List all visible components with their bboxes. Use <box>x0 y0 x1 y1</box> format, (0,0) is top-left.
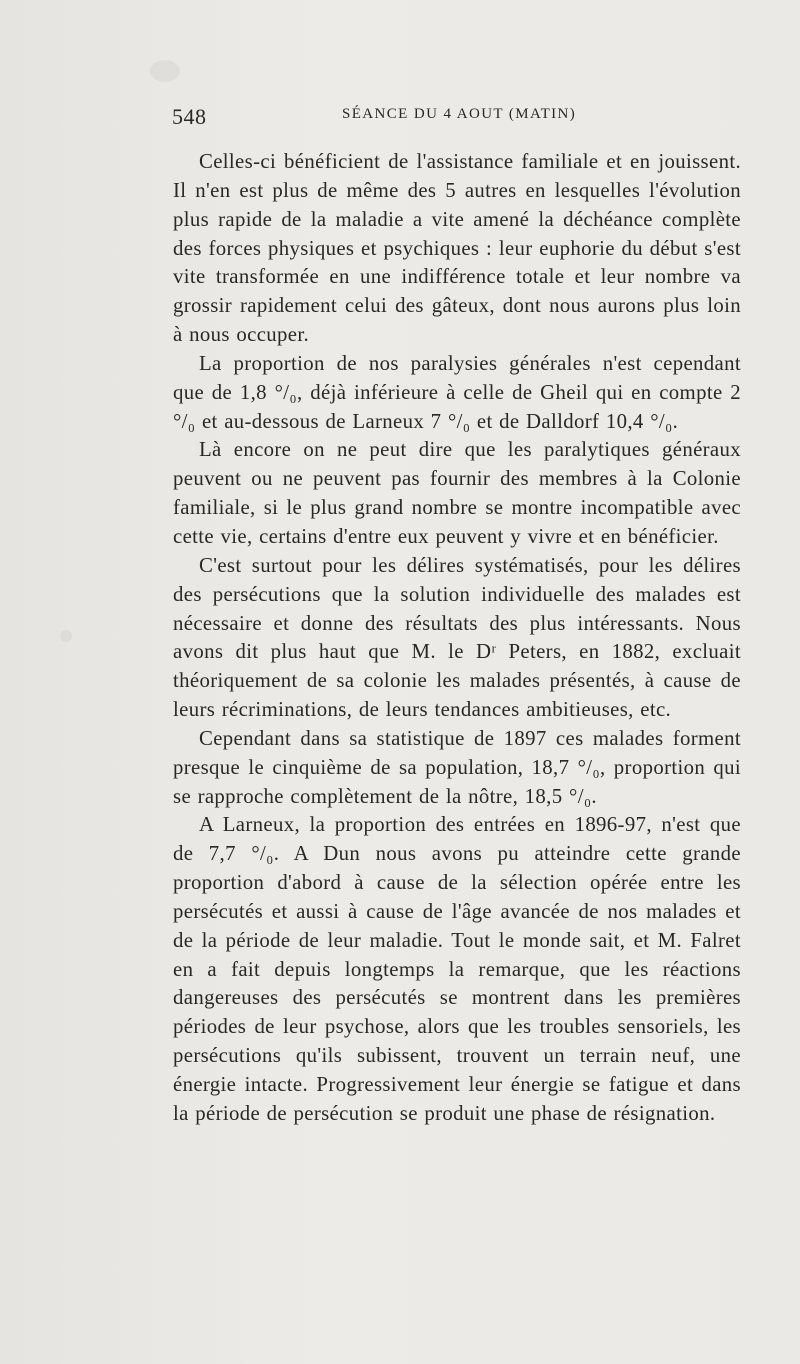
paper-stain <box>60 630 72 642</box>
paragraph: C'est surtout pour les délires systématisés, pour les délires des persécutions que la solution individuelle des malades est nécessaire et donne des résultats des plus intéressants. Nous avons dit plus haut que M. le Dʳ Peters, en 1882, excluait théoriquement de sa colonie les malades présentés, à cause de leurs récriminations, de leurs tendances ambitieuses, etc. <box>173 553 741 722</box>
page-header <box>172 104 740 134</box>
page-number: 548 <box>172 104 207 129</box>
paragraph: La proportion de nos paralysies générales n'est cependant que de 1,8 °/₀, déjà inférieure à celle de Gheil qui en compte 2 °/₀ et au-dessous de Larneux 7 °/₀ et de Dalldorf 10,4 °/₀. <box>173 351 741 433</box>
paper-stain <box>150 60 180 82</box>
paragraph: Celles-ci bénéficient de l'assistance familiale et en jouissent. Il n'en est plus de même des 5 autres en lesquelles l'évolution plus rapide de la maladie a vite amené la déchéance complète des forces physiques et psychiques : leur euphorie du début s'est vite transformée en une indifférence totale et leur nombre va grossir rapidement celui des gâteux, dont nous aurons plus loin à nous occuper. <box>173 150 741 347</box>
paragraph: A Larneux, la proportion des entrées en 1896-97, n'est que de 7,7 °/₀. A Dun nous avons pu atteindre cette grande proportion d'abord à cause de la sélection opérée entre les persécutés et aussi à cause de l'âge avancée de nos malades et de la période de leur maladie. Tout le monde sait, et M. Falret en a fait depuis longtemps la remarque, que les réactions dangereuses des persécutés se montrent dans les premières périodes de leur psychose, alors que les troubles sensoriels, les persécutions qu'ils subissent, trouvent un terrain neuf, une énergie intacte. Progressivement leur énergie se fatigue et dans la période de persécution se produit une phase de résignation. <box>173 813 741 1125</box>
body-text <box>173 148 741 1129</box>
paragraph: Là encore on ne peut dire que les paralytiques généraux peuvent ou ne peuvent pas fournir des membres à la Colonie familiale, si le plus grand nombre se montre incompatible avec cette vie, certains d'entre eux peuvent y vivre et en bénéficier. <box>173 438 741 548</box>
running-head: SÉANCE DU 4 AOUT (MATIN) <box>342 106 577 122</box>
paragraph: Cependant dans sa statistique de 1897 ces malades forment presque le cinquième de sa population, 18,7 °/₀, proportion qui se rapproche complètement de la nôtre, 18,5 °/₀. <box>173 726 741 808</box>
